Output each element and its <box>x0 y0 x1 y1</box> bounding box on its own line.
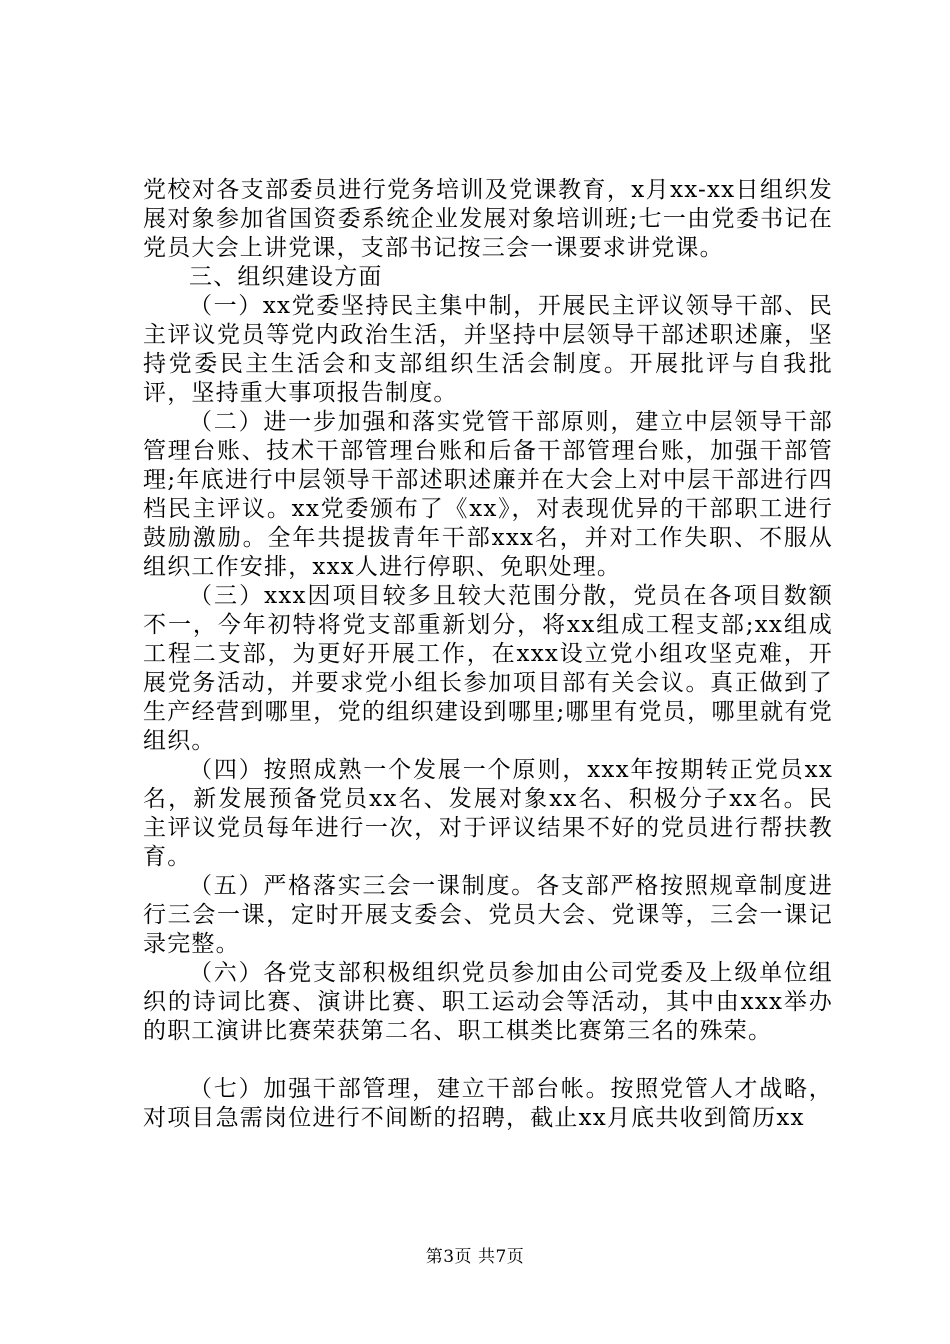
paragraph-party-school: 党校对各支部委员进行党务培训及党课教育，x月xx-xx日组织发展对象参加省国资委系统企业发展对象培训班;七一由党委书记在党员大会上讲党课，支部书记按三会一课要求讲党课。 <box>143 177 833 261</box>
paragraph-item-1: （一）xx党委坚持民主集中制，开展民主评议领导干部、民主评议党员等党内政治生活，并坚持中层领导干部述职述廉，坚持党委民主生活会和支部组织生活会制度。开展批评与自我批评，坚持重大事项报告制度。 <box>143 293 833 406</box>
paragraph-item-3: （三）xxx因项目较多且较大范围分散，党员在各项目数额不一，今年初特将党支部重新划分，将xx组成工程支部;xx组成工程二支部，为更好开展工作，在xxx设立党小组攻坚克难，开展党务活动，并要求党小组长参加项目部有关会议。真正做到了生产经营到哪里，党的组织建设到哪里;哪里有党员，哪里就有党组织。 <box>143 583 833 754</box>
paragraph-item-5: （五）严格落实三会一课制度。各支部严格按照规章制度进行三会一课，定时开展支委会、党员大会、党课等，三会一课记录完整。 <box>143 873 833 957</box>
page-number-footer: 第3页 共7页 <box>425 1247 525 1267</box>
blank-line <box>143 1046 833 1075</box>
paragraph-item-7: （七）加强干部管理，建立干部台帐。按照党管人才战略，对项目急需岗位进行不间断的招聘，截止xx月底共收到简历xx <box>143 1076 833 1131</box>
paragraph-item-4: （四）按照成熟一个发展一个原则，xxx年按期转正党员xx名，新发展预备党员xx名、发展对象xx名、积极分子xx名。民主评议党员每年进行一次，对于评议结果不好的党员进行帮扶教育。 <box>143 757 833 870</box>
paragraph-item-2: （二）进一步加强和落实党管干部原则，建立中层领导干部管理台账、技术干部管理台账和后备干部管理台账，加强干部管理;年底进行中层领导干部述职述廉并在大会上对中层干部进行四档民主评议。xx党委颁布了《xx》，对表现优异的干部职工进行鼓励激励。全年共提拔青年干部xxx名，并对工作失职、不服从组织工作安排，xxx人进行停职、免职处理。 <box>143 409 833 580</box>
body-text <box>143 176 833 1133</box>
section-heading-organization: 三、组织建设方面 <box>189 264 383 290</box>
paragraph-item-6: （六）各党支部积极组织党员参加由公司党委及上级单位组织的诗词比赛、演讲比赛、职工运动会等活动，其中由xxx举办的职工演讲比赛荣获第二名、职工棋类比赛第三名的殊荣。 <box>143 960 833 1044</box>
